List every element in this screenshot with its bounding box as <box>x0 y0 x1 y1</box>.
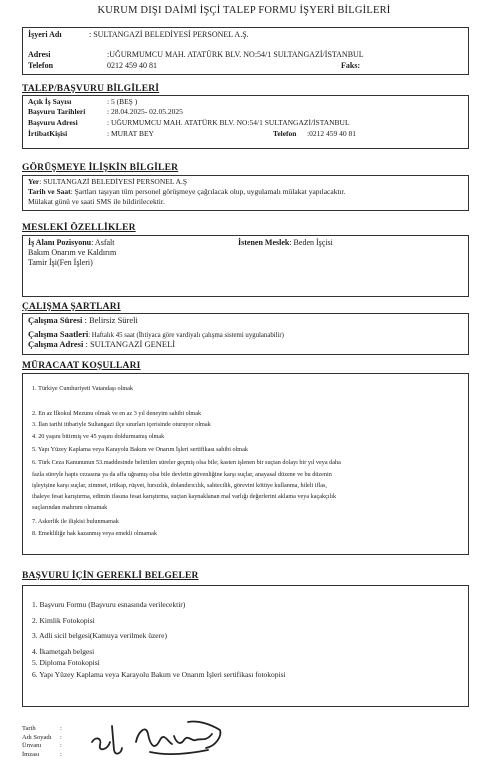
signature-colon: : <box>60 725 62 732</box>
application-box <box>22 95 469 149</box>
requirement-item: 1. Türkiye Cumhuriyeti Vatandaşı olmak <box>32 385 133 392</box>
interview-box <box>22 175 469 211</box>
duration-label: Çalışma Süresi <box>28 315 83 325</box>
work-address-value: : SULTANGAZİ GENELİ <box>85 339 176 349</box>
position-line-2: Bakım Onarım ve Kaldırım <box>28 248 117 257</box>
requirement-item: 4. 20 yaşını bitirmiş ve 45 yaşını doldurmamış olmak <box>32 433 165 440</box>
document-item: 6. Yapı Yüzey Kaplama veya Karayolu Bakım ve Onarım İşleri sertifikası fotokopisi <box>32 669 286 679</box>
open-positions-label: Açık İş Sayısı <box>28 97 72 106</box>
requirement-item: 8. Emekliliğe hak kazanmış veya emekli olmamak <box>32 530 157 537</box>
requirements-heading: MÜRACAAT KOŞULLARI <box>22 361 141 371</box>
signature-sign-row <box>22 751 82 760</box>
interview-heading: GÖRÜŞMEYE İLİŞKİN BİLGİLER <box>22 163 179 173</box>
conditions-box <box>22 313 469 355</box>
requirement-item: 2. En az İlkokul Mezunu olmak ve en az 3 yıl deneyim sahibi olmak <box>32 410 202 417</box>
conditions-heading: ÇALIŞMA ŞARTLARI <box>22 302 121 312</box>
employer-phone-label: Telefon <box>28 61 54 70</box>
requested-occupation-row <box>238 238 333 248</box>
signature-date-row <box>22 725 82 734</box>
signature-name-label: Adı Soyadı <box>22 733 52 741</box>
signature-title-label: Ünvanı <box>22 742 42 749</box>
signature-colon: : <box>60 742 62 749</box>
position-line-3: Tamir İşi(Fen İşleri) <box>28 258 93 267</box>
employer-address-value: :UĞURMUMCU MAH. ATATÜRK BLV. NO:54/1 SULTANGAZİ/İSTANBUL <box>107 50 364 59</box>
occupation-box <box>22 235 469 297</box>
employer-box <box>22 27 469 75</box>
employer-address-label: Adresi <box>28 50 51 59</box>
document-item: 4. İkametgah belgesi <box>32 646 95 656</box>
hours-value: : Haftalık 45 saat (İhtiyaca göre vardiyalı çalışma sistemi uygulanabilir) <box>88 332 284 339</box>
signature-title-row <box>22 742 82 751</box>
work-address-label: Çalışma Adresi <box>28 339 84 349</box>
position-label: İş Alanı Pozisyonu <box>28 238 92 247</box>
employer-name-value: : SULTANGAZİ BELEDİYESİ PERSONEL A.Ş. <box>89 30 249 39</box>
interview-place-value: : SULTANGAZİ BELEDİYESİ PERSONEL A.Ş <box>39 177 188 186</box>
contact-person-value: : MURAT BEY <box>107 129 154 138</box>
documents-box <box>22 585 469 707</box>
duration-row <box>28 315 138 326</box>
duration-value: : Belirsiz Süreli <box>84 315 138 325</box>
employer-phone-value: 0212 459 40 81 <box>107 61 157 70</box>
position-line-1: : Asfalt <box>91 238 115 247</box>
signature-date-label: Tarih <box>22 725 36 732</box>
document-item: 1. Başvuru Formu (Başvuru esnasında verilecektir) <box>32 600 186 609</box>
open-positions-value: : 5 (BEŞ ) <box>107 97 138 106</box>
application-address-value: : UĞURMUMCU MAH. ATATÜRK BLV. NO:54/1 SULTANGAZİ/İSTANBUL <box>107 118 350 127</box>
signature-colon: : <box>60 733 62 741</box>
application-dates-label: Başvuru Tarihleri <box>28 107 86 116</box>
occupation-heading: MESLEKİ ÖZELLİKLER <box>22 223 136 233</box>
contact-phone-value: :0212 459 40 81 <box>307 129 356 138</box>
requirement-item: 3. İlan tarihi itibariyle Sultangazi ilçe sınırları içerisinde oturuyor olmak <box>32 421 211 428</box>
application-heading: TALEP/BAŞVURU BİLGİLERİ <box>22 84 160 94</box>
interview-place-label: Yer <box>28 177 40 186</box>
document-item: 3. Adli sicil belgesi(Kamuya verilmek üzere) <box>32 631 167 640</box>
position-row <box>28 238 114 248</box>
contact-person-label: İrtibatKişisi <box>28 129 68 138</box>
signature-sign-label: İmzası <box>22 750 40 758</box>
handwritten-signature <box>88 712 228 762</box>
documents-list <box>32 599 286 680</box>
hours-label: Çalışma Saatleri <box>28 329 89 339</box>
work-address-row <box>28 339 175 350</box>
requirement-item: 7. Askerlik ile ilişkisi bulunmamak <box>32 518 119 525</box>
requested-occupation-label: İstenen Meslek <box>238 238 290 247</box>
signature-block <box>22 725 82 759</box>
requirement-item-6-line: 6. Türk Ceza Kanununun 53.maddesinde belirtilen süreler geçmiş olsa bile; kasten işlenen bir suçtan dolayı bir yıl veya daha <box>32 459 341 466</box>
interview-time-label: Tarih ve Saat <box>28 187 71 196</box>
requirement-item-6-line: suçlarından mahrum olmamak <box>32 504 108 511</box>
requirements-box <box>22 373 469 555</box>
requirement-item-6-line: ihaleye fesat karıştırma, edimin ifasına fesat karıştırma, suçtan kaynaklanan mal varlığı değerlerini aklama veya kaçakçılık <box>32 493 337 500</box>
contact-phone-label: Telefon <box>273 129 297 138</box>
form-title: KURUM DIŞI DAİMİ İŞÇİ TALEP FORMU İŞYERİ BİLGİLERİ <box>97 5 391 16</box>
document-item: 5. Diploma Fotokopisi <box>32 658 100 667</box>
employer-name-label: İşyeri Adı <box>28 30 62 39</box>
application-address-label: Başvuru Adresi <box>28 118 78 127</box>
interview-time-row <box>28 187 346 197</box>
requirement-item-6-line: fazla süreyle hapis cezasına ya da affa uğramış olsa bile devletin güvenliğine karşı suçlar, anayasal düzene ve bu düzenin <box>32 471 332 478</box>
interview-place-row <box>28 177 187 187</box>
requirement-item-6-line: işleyişine karşı suçlar, zimmet, irtikap, rüşvet, hırsızlık, dolandırıcılık, sahtecilik, görevini kötüye kullanma, hileli iflas, <box>32 482 327 489</box>
signature-colon: : <box>60 750 62 758</box>
requested-occupation-value: : Beden İşçisi <box>289 238 333 247</box>
document-item: 2. Kimlik Fotokopisi <box>32 615 95 625</box>
signature-name-row <box>22 734 82 743</box>
interview-time-value: : Şartları taşıyan tüm personel görüşmeye çağrılacak olup, uygulamalı mülakat yapılacaktır. <box>70 187 346 196</box>
documents-heading: BAŞVURU İÇİN GEREKLİ BELGELER <box>22 571 199 581</box>
application-dates-value: : 28.04.2025- 02.05.2025 <box>107 107 183 116</box>
interview-time-value-line2: Mülakat günü ve saati SMS ile bildirilecektir. <box>28 197 165 206</box>
employer-fax-label: Faks: <box>341 61 361 70</box>
requirement-item: 5. Yapı Yüzey Kaplama veya Karayolu Bakım ve Onarım İşleri sertifikası sahibi olmak <box>32 446 248 453</box>
